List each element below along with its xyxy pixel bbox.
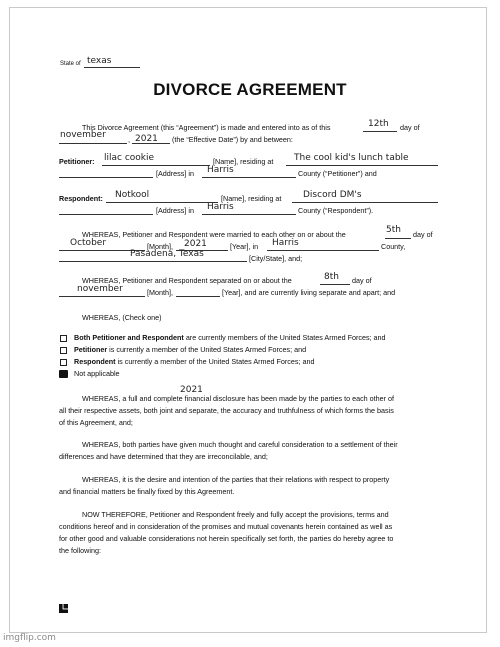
- option-both-label: Both Petitioner and Respondent are currently members of the United States Armed Forces; and: [74, 333, 386, 342]
- married-county-tag: County,: [381, 242, 406, 251]
- address-in-tag-2: [Address] in: [156, 206, 194, 215]
- petitioner-name-tag: [Name], residing at: [213, 157, 274, 166]
- married-county: Harris: [272, 238, 299, 248]
- option-petitioner-checkbox[interactable]: [60, 347, 67, 354]
- now-line-2: conditions hereof and in consideration of the promises and mutual covenants herein contained as well as: [59, 522, 393, 531]
- petitioner-county-line: [202, 177, 296, 178]
- intro-month-line: [59, 143, 127, 144]
- petitioner-county: Harris: [207, 165, 234, 175]
- married-month-tag: [Month],: [147, 242, 173, 251]
- disclosure-line-1: WHEREAS, a full and complete financial disclosure has been made by the parties to each other of: [82, 394, 395, 403]
- married-month: October: [70, 238, 107, 248]
- check-one-text: WHEREAS, (Check one): [82, 313, 162, 322]
- married-county-line: [267, 250, 379, 251]
- desire-line-1: WHEREAS, it is the desire and intention of the parties that their relations with respect to property: [82, 475, 390, 484]
- document-title: DIVORCE AGREEMENT: [153, 80, 347, 99]
- respondent-county-tag: County (“Respondent”).: [298, 206, 374, 215]
- state-line: [84, 67, 140, 68]
- married-day-line: [385, 238, 411, 239]
- desire-line-2: and financial matters be finally fixed by this Agreement.: [59, 487, 235, 496]
- separated-year-line: [176, 296, 220, 297]
- married-day: 5th: [386, 225, 401, 235]
- petitioner-address-line: [286, 165, 438, 166]
- petitioner-name: lilac cookie: [104, 153, 155, 163]
- intro-text: This Divorce Agreement (this “Agreement”) is made and entered into as of this: [82, 123, 331, 132]
- option-respondent-checkbox[interactable]: [60, 359, 67, 366]
- separated-day-line: [320, 284, 350, 285]
- respondent-name-tag: [Name], residing at: [221, 194, 282, 203]
- intro-day-suffix: day of: [400, 123, 420, 132]
- option-not-applicable-label: Not applicable: [74, 369, 120, 378]
- respondent-county: Harris: [207, 202, 234, 212]
- petitioner-address: The cool kid's lunch table: [294, 153, 409, 163]
- respondent-name-line: [106, 202, 218, 203]
- married-year: 2021: [184, 239, 207, 249]
- disclosure-year: 2021: [180, 385, 203, 395]
- option-respondent-label: Respondent is currently a member of the United States Armed Forces; and: [74, 357, 315, 366]
- disclosure-line-2: all their respective assets, both joint and separate, the accuracy and truthfulness of which forms the basis: [59, 406, 394, 415]
- state-value: texas: [87, 56, 112, 66]
- married-city-line: [59, 261, 247, 262]
- separated-month: november: [77, 284, 123, 294]
- respondent-address-line-2: [59, 214, 153, 215]
- separated-day-suffix: day of: [352, 276, 372, 285]
- petitioner-county-tag: County (“Petitioner”) and: [298, 169, 377, 178]
- consider-line-2: differences and have determined that they are irreconcilable, and;: [59, 452, 268, 461]
- option-not-applicable-checkbox[interactable]: [59, 370, 68, 378]
- now-line-4: the following:: [59, 546, 101, 555]
- watermark: imgflip.com: [3, 633, 56, 643]
- married-year-tag: [Year], in: [230, 242, 259, 251]
- petitioner-address-line-2: [59, 177, 153, 178]
- respondent-address: Discord DM's: [303, 190, 362, 200]
- option-both-checkbox[interactable]: [60, 335, 67, 342]
- option-petitioner-label: Petitioner is currently a member of the United States Armed Forces; and: [74, 345, 307, 354]
- married-city-tag: [City/State], and;: [249, 254, 303, 263]
- petitioner-label: Petitioner:: [59, 157, 95, 166]
- married-day-suffix: day of: [413, 230, 433, 239]
- state-label: State of: [60, 61, 81, 67]
- intro-day: 12th: [368, 119, 389, 129]
- respondent-label: Respondent:: [59, 194, 103, 203]
- disclosure-line-3: of this Agreement, and;: [59, 418, 133, 427]
- separated-text: WHEREAS, Petitioner and Respondent separated on or about the: [82, 276, 292, 285]
- intro-month: november: [60, 130, 106, 140]
- now-line-3: for other good and valuable considerations not herein specifically set forth, the parties do hereby agree to: [59, 534, 394, 543]
- consider-line-1: WHEREAS, both parties have given much thought and careful consideration to a settlement of their: [82, 440, 398, 449]
- separated-month-tag: [Month],: [147, 288, 173, 297]
- respondent-county-line: [202, 214, 296, 215]
- petitioner-name-line: [102, 165, 210, 166]
- address-in-tag: [Address] in: [156, 169, 194, 178]
- married-text: WHEREAS, Petitioner and Respondent were married to each other on or about the: [82, 230, 346, 239]
- now-line-1: NOW THEREFORE, Petitioner and Respondent freely and fully accept the provisions, terms and: [82, 510, 389, 519]
- intro-year: 2021: [135, 134, 158, 144]
- respondent-address-line: [292, 202, 438, 203]
- respondent-name: Notkool: [115, 190, 150, 200]
- separated-tail: [Year], and are currently living separate and apart; and: [222, 288, 396, 297]
- intro-day-line: [363, 131, 397, 132]
- separated-day: 8th: [324, 272, 339, 282]
- separated-month-line: [59, 296, 145, 297]
- married-city: Pasadena, Texas: [130, 249, 204, 259]
- intro-text-2: (the “Effective Date”) by and between:: [172, 135, 293, 144]
- page-logo-icon: [59, 604, 68, 613]
